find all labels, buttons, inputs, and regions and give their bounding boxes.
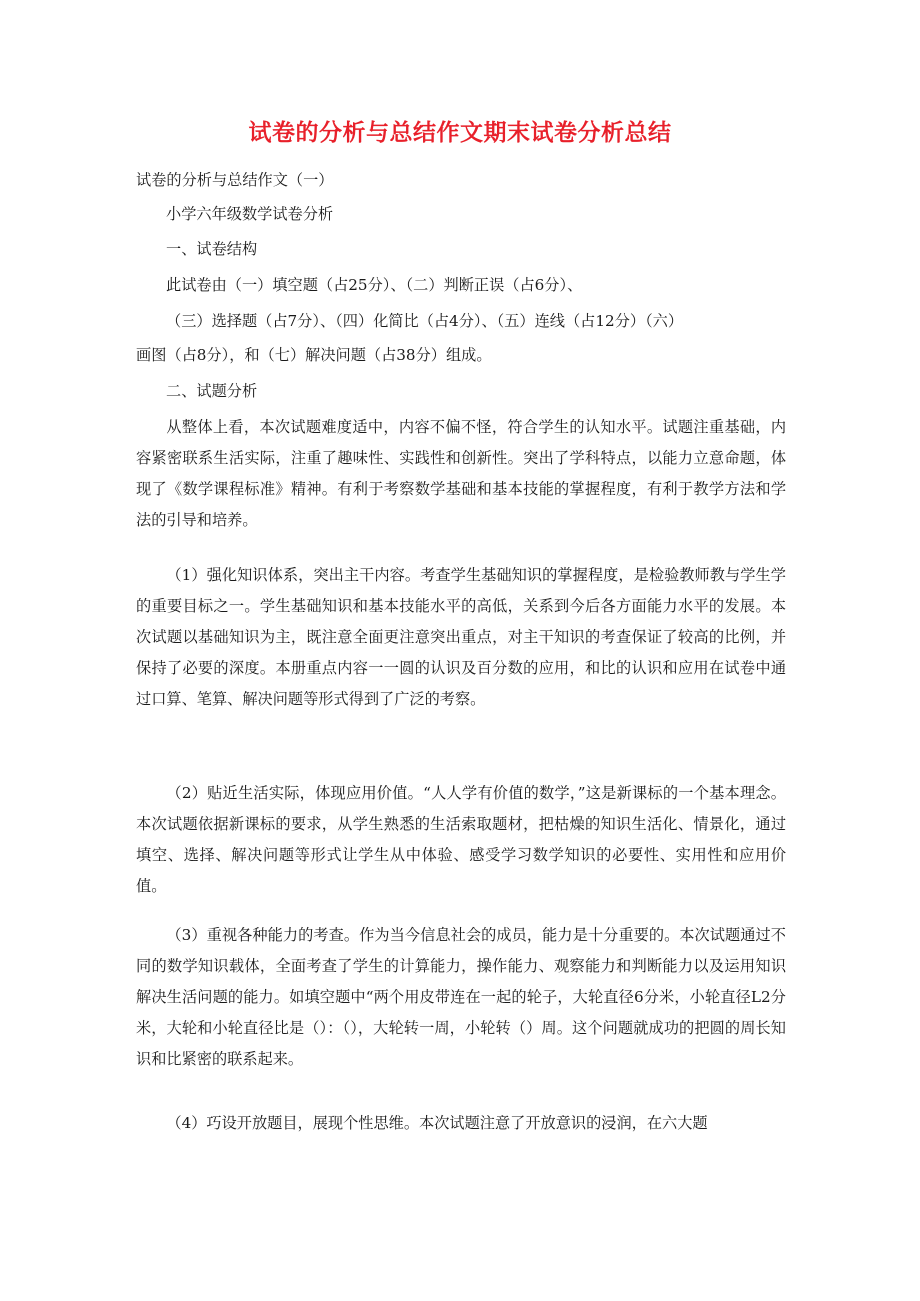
paragraph-2: （2）贴近生活实际，体现应用价值。“人人学有价值的数学，”这是新课标的一个基本理念。本次试题依据新课标的要求，从学生熟悉的生活索取题材，把枯燥的知识生活化、情景化，通过填空、选择、解决问题等形式让学生从中体验、感受学习数学知识的必要性、实用性和应用价值。 [136,784,786,895]
document-title: 试卷的分析与总结作文期末试卷分析总结 [248,120,672,146]
paragraph-3: （3）重视各种能力的考查。作为当今信息社会的成员，能力是十分重要的。本次试题通过不同的数学知识载体，全面考查了学生的计算能力，操作能力、观察能力和判断能力以及运用知识解决生活问题的能力。如填空题中“两个用皮带连在一起的轮子，大轮直径6分米，小轮直径L2分米，大轮和小轮直径比是（）：（），大轮转一周，小轮转（）周。这个问题就成功的把圆的周长知识和比紧密的联系起来。 [136,926,786,1068]
structure-line-1: 此试卷由（一）填空题（占25分）、（二）判断正误（占6分）、 [166,276,583,294]
paragraph-4: （4）巧设开放题目，展现个性思维。本次试题注意了开放意识的浸润，在六大题 [166,1114,708,1132]
heading-structure: 一、试卷结构 [166,240,258,258]
structure-line-3: 画图（占8分），和（七）解决问题（占38分）组成。 [136,346,492,364]
paragraph-overall: 从整体上看，本次试题难度适中，内容不偏不怪，符合学生的认知水平。试题注重基础，内容紧密联系生活实际，注重了趣味性、实践性和创新性。突出了学科特点，以能力立意命题，体现了《数学课程标准》精神。有利于考察数学基础和基本技能的掌握程度，有利于教学方法和学法的引导和培养。 [136,418,786,529]
structure-line-2: （三）选择题（占7分）、（四）化简比（占4分）、（五）连线（占12分）（六） [166,312,684,330]
section-title: 小学六年级数学试卷分析 [166,205,334,223]
heading-analysis: 二、试题分析 [166,382,258,400]
paragraph-1: （1）强化知识体系，突出主干内容。考查学生基础知识的掌握程度，是检验教师教与学生学的重要目标之一。学生基础知识和基本技能水平的高低，关系到今后各方面能力水平的发展。本次试题以基础知识为主，既注意全面更注意突出重点，对主干知识的考查保证了较高的比例，并保持了必要的深度。本册重点内容一一圆的认识及百分数的应用，和比的认识和应用在试卷中通过口算、笔算、解决问题等形式得到了广泛的考察。 [136,566,786,708]
subtitle: 试卷的分析与总结作文（一） [136,171,334,189]
